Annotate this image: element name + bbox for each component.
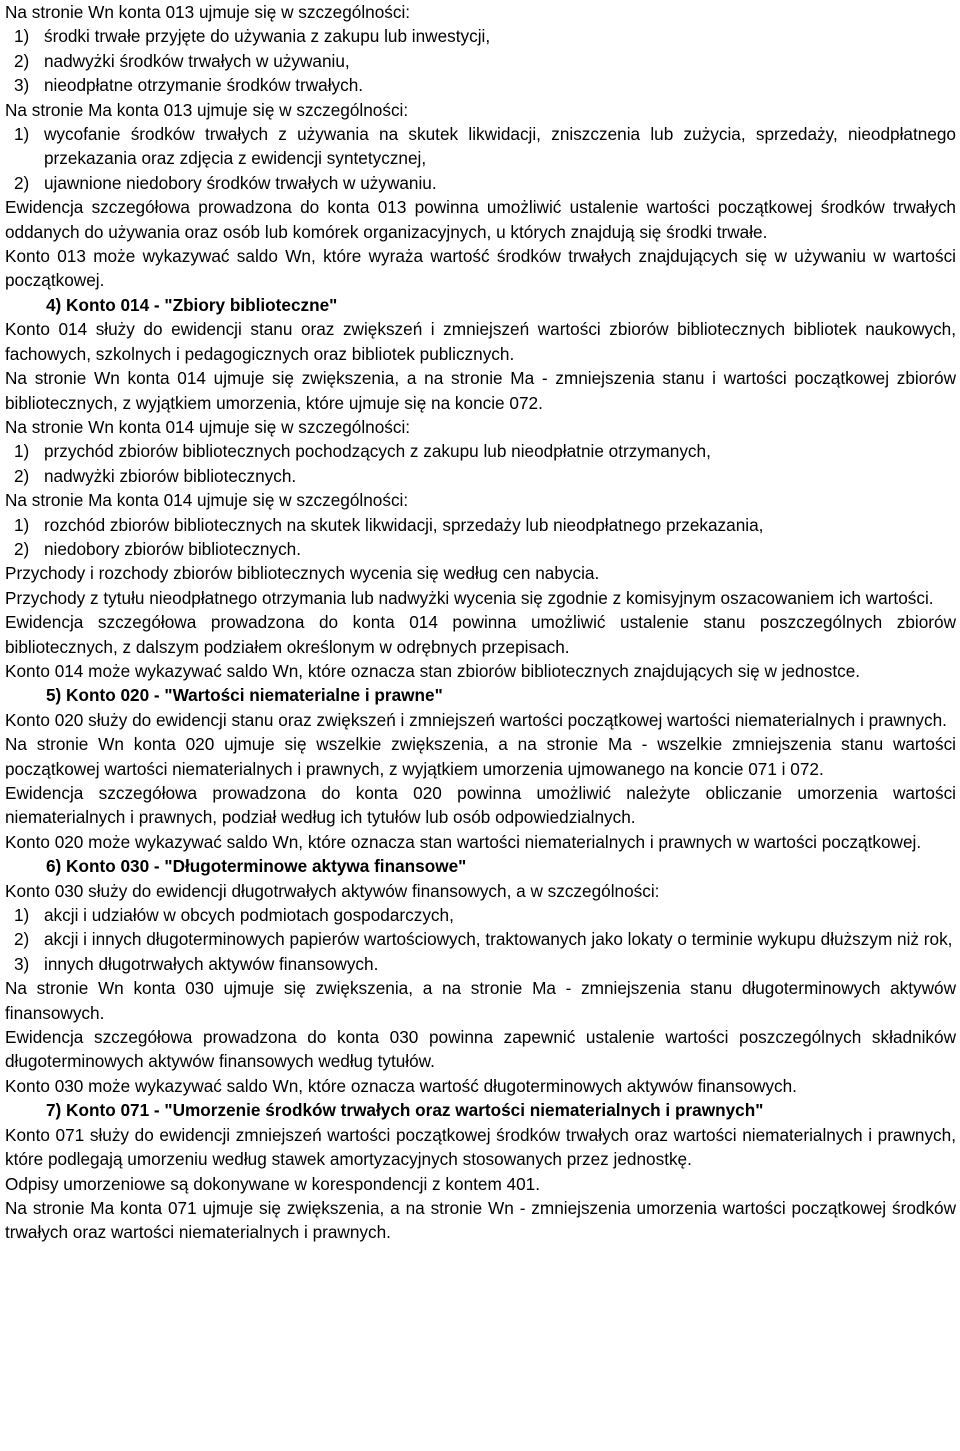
section-heading: 7) Konto 071 - "Umorzenie środków trwałych oraz wartości niematerialnych i prawnych" [46,1100,764,1121]
paragraph: Konto 014 może wykazywać saldo Wn, które oznacza stan zbiorów bibliotecznych znajdujących się w jednostce. [5,660,861,681]
paragraph: Konto 020 może wykazywać saldo Wn, które oznacza stan wartości niematerialnych i prawnych w wartości początkowej. [5,831,922,852]
paragraph: Na stronie Wn konta 030 ujmuje się zwiększenia, a na stronie Ma - zmniejszenia stanu długoterminowych aktywów finansowych. [5,978,956,1023]
paragraph: Konto 030 służy do ewidencji długotrwałych aktywów finansowych, a w szczególności: [5,880,660,901]
section-heading: 5) Konto 020 - "Wartości niematerialne i prawne" [46,685,443,706]
list-item [5,927,956,951]
paragraph: Przychody i rozchody zbiorów bibliotecznych wycenia się według cen nabycia. [5,563,600,584]
paragraph: Odpisy umorzeniowe są dokonywane w korespondencji z kontem 401. [5,1173,541,1194]
paragraph: Na stronie Ma konta 071 ujmuje się zwiększenia, a na stronie Wn - zmniejszenia umorzenia wartości początkowej środków trwałych oraz wartości niematerialnych i prawnych. [5,1197,956,1243]
list-item-text: niedobory zbiorów bibliotecznych. [44,538,301,559]
paragraph: Konto 030 może wykazywać saldo Wn, które oznacza wartość długoterminowych aktywów finansowych. [5,1075,797,1096]
list-item-text: nieodpłatne otrzymanie środków trwałych. [44,75,364,96]
paragraph: Konto 014 służy do ewidencji stanu oraz zwiększeń i zmniejszeń wartości zbiorów bibliotecznych bibliotek naukowych, fachowych, szkolnych i pedagogicznych oraz bibliotek publicznych. [5,319,956,364]
list-item-number: 2) [14,538,30,559]
list-item-text: wycofanie środków trwałych z używania na skutek likwidacji, zniszczenia lub zużycia, sprzedaży, nieodpłatnego przekazania oraz zdjęcia z ewidencji syntetycznej, [44,124,956,169]
list-item [5,49,956,73]
paragraph: Konto 020 służy do ewidencji stanu oraz zwiększeń i zmniejszeń wartości początkowej wartości niematerialnych i prawnych. [5,709,947,730]
paragraph: Konto 013 może wykazywać saldo Wn, które wyraża wartość środków trwałych znajdujących się w używaniu w wartości początkowej. [5,246,956,291]
list-item-number: 1) [14,124,30,145]
list-item [5,513,956,537]
list-item [5,952,956,976]
paragraph: Na stronie Wn konta 014 ujmuje się zwiększenia, a na stronie Ma - zmniejszenia stanu i wartości początkowej zbiorów bibliotecznych, z wyjątkiem umorzenia, które ujmuje się na koncie 072. [5,368,956,413]
list-item-number: 2) [14,50,30,71]
list-item-number: 2) [14,172,30,193]
list-item-number: 2) [14,929,30,950]
list-item [5,24,956,48]
list-item [5,903,956,927]
paragraph: Na stronie Ma konta 013 ujmuje się w szczególności: [5,99,409,120]
paragraph: Ewidencja szczegółowa prowadzona do konta 014 powinna umożliwić ustalenie stanu poszczególnych zbiorów bibliotecznych, z dalszym podziałem określonym w odrębnych przepisach. [5,612,956,657]
paragraph: Na stronie Wn konta 020 ujmuje się wszelkie zwiększenia, a na stronie Ma - wszelkie zmniejszenia stanu wartości początkowej wartości niematerialnych i prawnych, z wyjątkiem umorzenia ujmowanego na koncie 071 i 072. [5,734,956,779]
list-item-number: 1) [14,514,30,535]
list-item [5,122,956,171]
list-item-text: akcji i udziałów w obcych podmiotach gospodarczych, [44,905,454,926]
list-item-text: akcji i innych długoterminowych papierów wartościowych, traktowanych jako lokaty o terminie wykupu dłuższym niż rok, [44,929,953,950]
list-item [5,73,956,97]
paragraph: Na stronie Wn konta 013 ujmuje się w szczególności: [5,2,411,22]
list-item-text: nadwyżki środków trwałych w używaniu, [44,50,350,71]
list-item [5,171,956,195]
list-item-text: rozchód zbiorów bibliotecznych na skutek likwidacji, sprzedaży lub nieodpłatnego przekazania, [44,514,764,535]
paragraph: Ewidencja szczegółowa prowadzona do konta 013 powinna umożliwić ustalenie wartości początkowej środków trwałych oddanych do używania oraz osób lub komórek organizacyjnych, u których znajdują się środki trwałe. [5,197,956,242]
list-item-number: 3) [14,953,30,974]
paragraph: Na stronie Ma konta 014 ujmuje się w szczególności: [5,490,409,511]
list-item [5,439,956,463]
list-item-text: innych długotrwałych aktywów finansowych. [44,953,379,974]
list-item-number: 1) [14,905,30,926]
paragraph: Na stronie Wn konta 014 ujmuje się w szczególności: [5,416,411,437]
list-item-text: środki trwałe przyjęte do używania z zakupu lub inwestycji, [44,26,491,47]
paragraph: Ewidencja szczegółowa prowadzona do konta 020 powinna umożliwić należyte obliczanie umorzenia wartości niematerialnych i prawnych, podział według ich tytułów lub osób odpowiedzialnych. [5,783,956,828]
list-item-number: 1) [14,26,30,47]
list-item-number: 1) [14,441,30,462]
list-item-number: 3) [14,75,30,96]
list-item-number: 2) [14,465,30,486]
paragraph: Ewidencja szczegółowa prowadzona do konta 030 powinna zapewnić ustalenie wartości poszczególnych składników długoterminowych aktywów finansowych według tytułów. [5,1027,956,1072]
list-item-text: nadwyżki zbiorów bibliotecznych. [44,465,297,486]
section-heading: 4) Konto 014 - "Zbiory biblioteczne" [46,294,338,315]
list-item [5,464,956,488]
paragraph: Przychody z tytułu nieodpłatnego otrzymania lub nadwyżki wycenia się zgodnie z komisyjnym oszacowaniem ich wartości. [5,587,934,608]
list-item [5,537,956,561]
paragraph: Konto 071 służy do ewidencji zmniejszeń wartości początkowej środków trwałych oraz wartości niematerialnych i prawnych, które podlegają umorzeniu według stawek amortyzacyjnych stosowanych przez jednostkę. [5,1124,956,1170]
list-item-text: ujawnione niedobory środków trwałych w używaniu. [44,172,437,193]
section-heading: 6) Konto 030 - "Długoterminowe aktywa finansowe" [46,856,467,877]
list-item-text: przychód zbiorów bibliotecznych pochodzących z zakupu lub nieodpłatnie otrzymanych, [44,441,711,462]
